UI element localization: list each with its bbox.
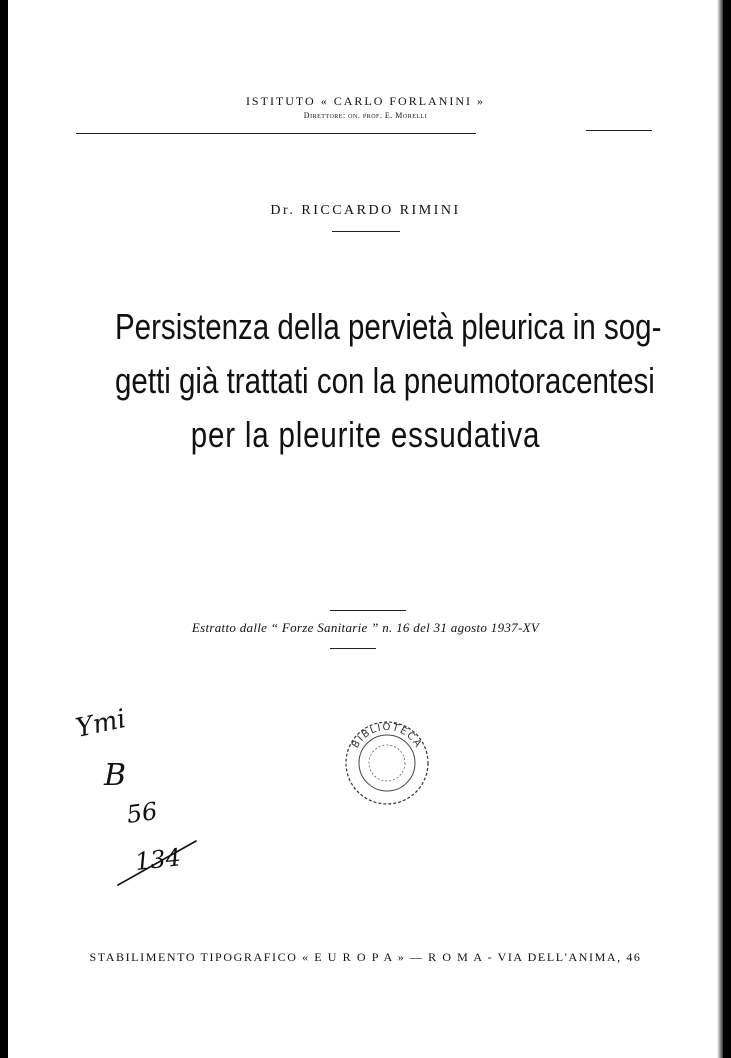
stamp-text: BIBLIOTECA: [350, 721, 424, 751]
institute-name: ISTITUTO « CARLO FORLANINI »: [245, 94, 486, 108]
handwritten-note-4: 134: [133, 843, 183, 876]
handwritten-note-2: B: [104, 758, 127, 793]
extract-rule-bottom: [330, 648, 376, 649]
svg-text:BIBLIOTECA: [350, 722, 424, 750]
author-underline: [332, 231, 400, 232]
author-name: Dr. RICCARDO RIMINI: [270, 203, 461, 218]
library-stamp-icon: [342, 718, 432, 808]
document-title: [114, 300, 662, 462]
handwritten-notes: [68, 695, 218, 895]
director-line: Direttore: on. prof. E. Morelli: [303, 111, 428, 120]
header-rule-right: [586, 130, 652, 131]
page-edge: [717, 0, 723, 1058]
title-line-1: Persistenza della pervietà pleurica in sog-: [114, 306, 662, 347]
handwritten-note-3: 56: [124, 796, 160, 829]
title-line-3: per la pleurite essudativa: [190, 414, 541, 455]
document-page: [8, 0, 723, 1058]
title-line-2: getti già trattati con la pneumotoracentesi: [114, 360, 655, 401]
printer-imprint: STABILIMENTO TIPOGRAFICO « E U R O P A » — R O M A - VIA DELL'ANIMA, 46: [89, 950, 642, 964]
extract-rule-top: [330, 610, 406, 611]
header-rule-left: [76, 133, 476, 134]
handwritten-note-1: Ymi: [73, 704, 129, 744]
extract-note: Estratto dalle “ Forze Sanitarie ” n. 16 del 31 agosto 1937-XV: [191, 620, 540, 635]
